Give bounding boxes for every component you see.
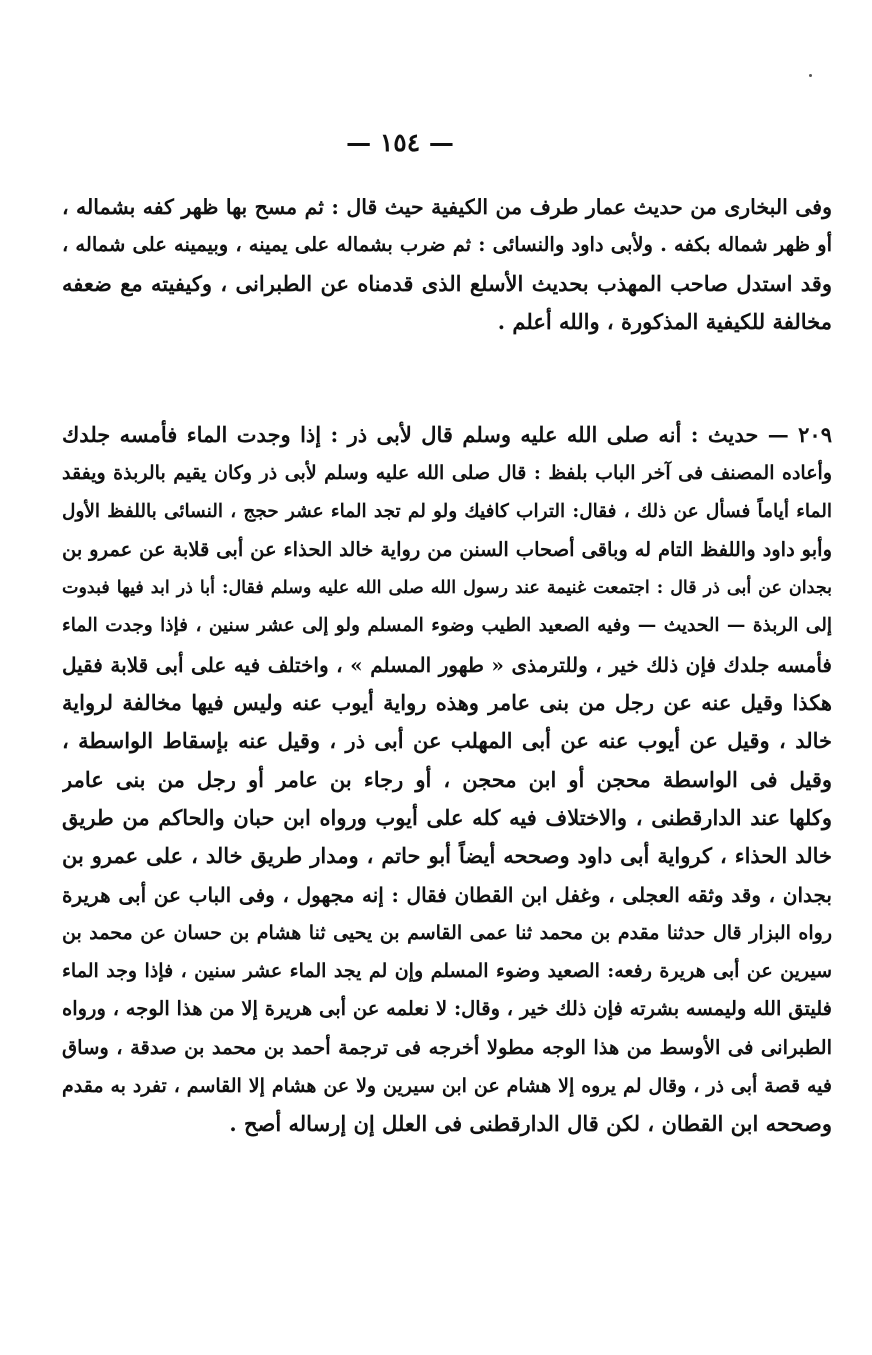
text-line: وفى البخارى من حديث عمار طرف من الكيفية حيث قال : ثم مسح بها ظهر كفه بشماله ، [62,195,832,219]
text-line: الماء أياماً فسأل عن ذلك ، فقال: التراب كافيك ولو لم تجد الماء عشر حجج ، النسائى باللفظ الأول [62,500,832,522]
text-line: بجدان عن أبى ذر قال : اجتمعت غنيمة عند رسول الله صلى الله عليه وسلم فقال: أبا ذر ابد فيها فبدوت [62,578,832,599]
text-line: بجدان ، وقد وثقه العجلى ، وغفل ابن القطان فقال : إنه مجهول ، وفى الباب عن أبى هريرة [62,882,832,907]
text-line: خالد الحذاء ، كرواية أبى داود وصححه أيضاً أبو حاتم ، ومدار طريق خالد ، على عمرو بن [62,843,832,869]
text-line: رواه البزار قال حدثنا مقدم بن محمد ثنا عمى القاسم بن يحيى ثنا هشام بن حسان عن محمد بن [62,921,832,944]
text-line: وكلها عند الدارقطنى ، والاختلاف فيه كله على أيوب ورواه ابن حبان والحاكم من طريق [62,804,832,830]
text-line: أو ظهر شماله بكفه . ولأبى داود والنسائى : ثم ضرب بشماله على يمينه ، وبيمينه على شماله ، [62,233,832,257]
text-line: مخالفة للكيفية المذكورة ، والله أعلم . [497,308,832,334]
text-line: هكذا وقيل عنه عن رجل من بنى عامر وهذه رواية أيوب عنه وليس فيها مخالفة لرواية [62,690,832,716]
text-line: إلى الربذة — الحديث — وفيه الصعيد الطيب وضوء المسلم ولو إلى عشر سنين ، فإذا وجدت الماء [62,615,832,637]
text-line: وقيل فى الواسطة محجن أو ابن محجن ، أو رجاء بن عامر أو رجل من بنى عامر [62,766,832,792]
text-line: ٢٠٩ — حديث : أنه صلى الله عليه وسلم قال لأبى ذر : إذا وجدت الماء فأمسه جلدك [62,422,832,447]
text-line: وأعاده المصنف فى آخر الباب بلفظ : قال صلى الله عليه وسلم لأبى ذر وكان يقيم بالربذة ويفقد [62,462,832,485]
text-line: سيرين عن أبى هريرة رفعه: الصعيد وضوء المسلم وإن لم يجد الماء عشر سنين ، فإذا وجد الماء [62,960,832,983]
text-line: فليتق الله وليمسه بشرته فإن ذلك خير ، وقال: لا نعلمه عن أبى هريرة إلا من هذا الوجه ، ورواه [62,997,832,1021]
ink-speck [809,74,812,77]
paragraph-1 [62,188,832,341]
text-line: وقد استدل صاحب المهذب بحديث الأسلع الذى قدمناه عن الطبرانى ، وكيفيته مع ضعفه [62,270,832,296]
text-line: وصححه ابن القطان ، لكن قال الدارقطنى فى العلل إن إرساله أصح . [229,1111,832,1137]
paragraph-hadith-209 [62,416,832,1144]
text-line: الطبرانى فى الأوسط من هذا الوجه مطولا أخرجه فى ترجمة أحمد بن محمد بن صدقة ، وساق [62,1035,832,1059]
text-line: وأبو داود واللفظ التام له وباقى أصحاب السنن من رواية خالد الحذاء عن أبى قلابة عن عمرو بن [62,537,832,561]
page-number: — ١٥٤ — [346,128,454,157]
text-line: فيه قصة أبى ذر ، وقال لم يروه إلا هشام عن ابن سيرين ولا عن هشام إلا القاسم ، تفرد به مقدم [62,1075,832,1098]
text-line: فأمسه جلدك فإن ذلك خير ، وللترمذى « طهور المسلم » ، واختلف فيه على أبى قلابة فقيل [62,652,832,677]
text-line: خالد ، وقيل عن أيوب عنه عن أبى المهلب عن أبى ذر ، وقيل عنه بإسقاط الواسطة ، [62,728,832,754]
